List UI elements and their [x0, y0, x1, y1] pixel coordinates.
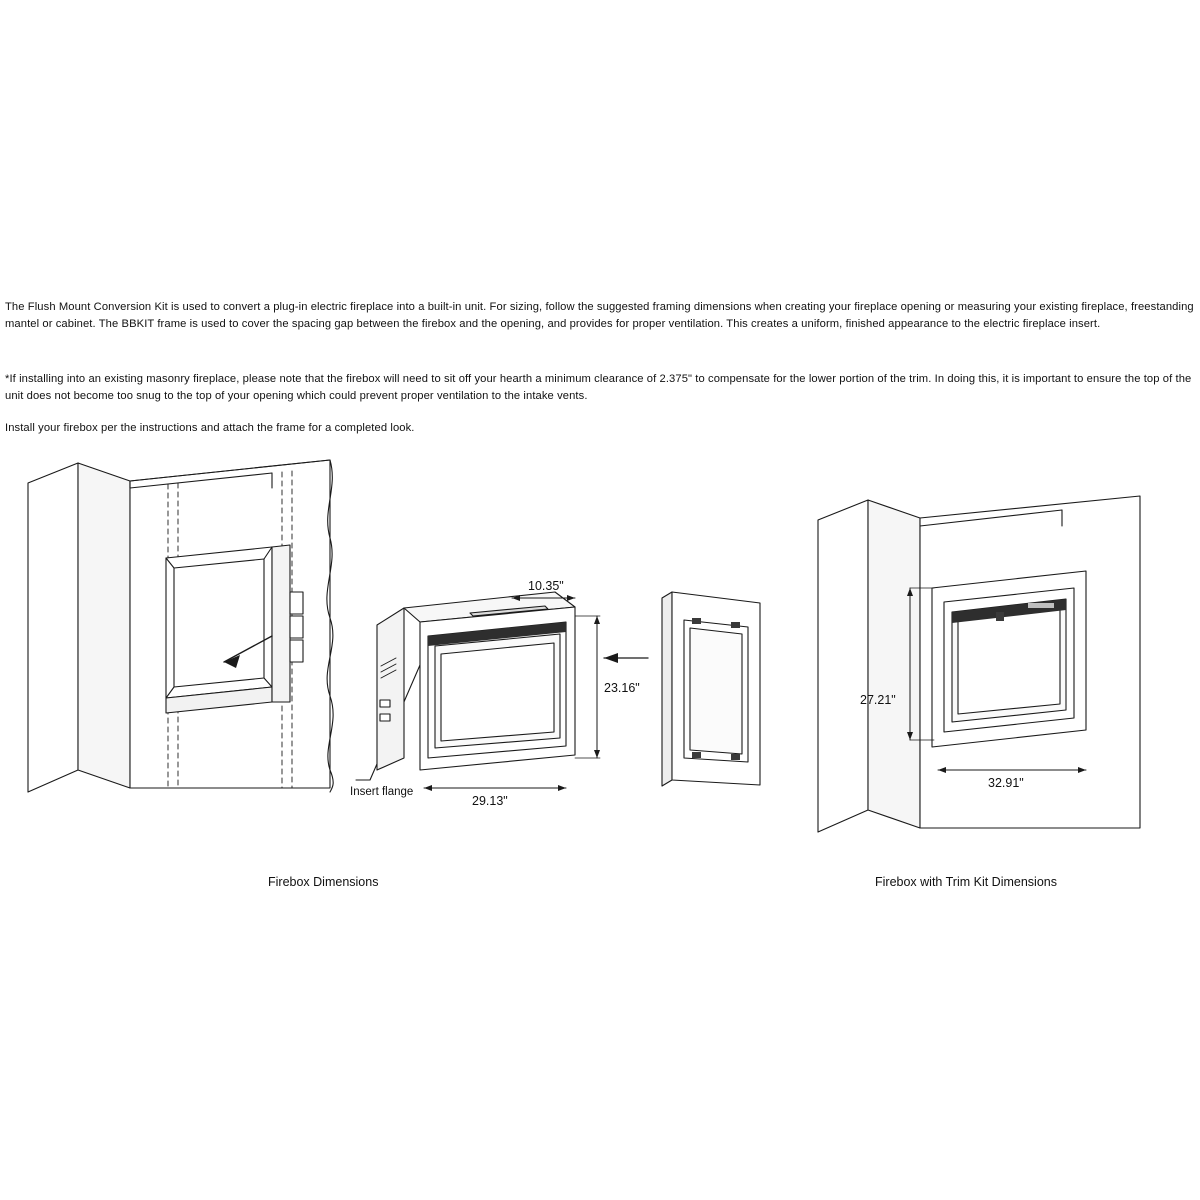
wall-assembly-left — [28, 460, 333, 792]
intro-paragraph: The Flush Mount Conversion Kit is used to convert a plug-in electric fireplace into a built-in unit. For sizing, follow the suggested framing dimensions when creating your fireplace opening or measuring your existing fireplace, freestanding mantel or cabinet. The BBKIT frame is used to cover the spacing gap between the firebox and the opening, and provides for proper ventilation. This creates a uniform, finished appearance to the electric fireplace insert. — [5, 301, 1194, 330]
label-insert-flange: Insert flange — [350, 786, 414, 798]
exploded-diagram — [0, 440, 1200, 920]
caption-trim-kit-dimensions: Firebox with Trim Kit Dimensions — [875, 875, 1057, 889]
dimension-width — [424, 785, 566, 791]
label-firebox-depth: 10.35" — [528, 579, 564, 593]
wall-assembly-right — [818, 496, 1140, 832]
firebox-unit — [377, 592, 575, 770]
assembly-arrow — [604, 653, 648, 663]
label-firebox-width: 29.13" — [472, 794, 508, 808]
caption-firebox-dimensions: Firebox Dimensions — [268, 875, 379, 889]
trim-kit-frame — [662, 592, 760, 786]
diagram-svg — [0, 440, 1200, 920]
label-trim-height: 27.21" — [860, 693, 896, 707]
dimension-height — [575, 616, 600, 758]
masonry-note-paragraph: *If installing into an existing masonry fireplace, please note that the firebox will need to sit off your hearth a minimum clearance of 2.375" to compensate for the lower portion of the trim. In doing this, it is important to ensure the top of the unit does not become too snug to the top of your opening which could prevent proper ventilation to the intake vents. — [5, 373, 1192, 402]
install-paragraph: Install your firebox per the instructions and attach the frame for a completed look. — [5, 422, 415, 434]
label-firebox-height: 23.16" — [604, 681, 640, 695]
label-trim-width: 32.91" — [988, 776, 1024, 790]
